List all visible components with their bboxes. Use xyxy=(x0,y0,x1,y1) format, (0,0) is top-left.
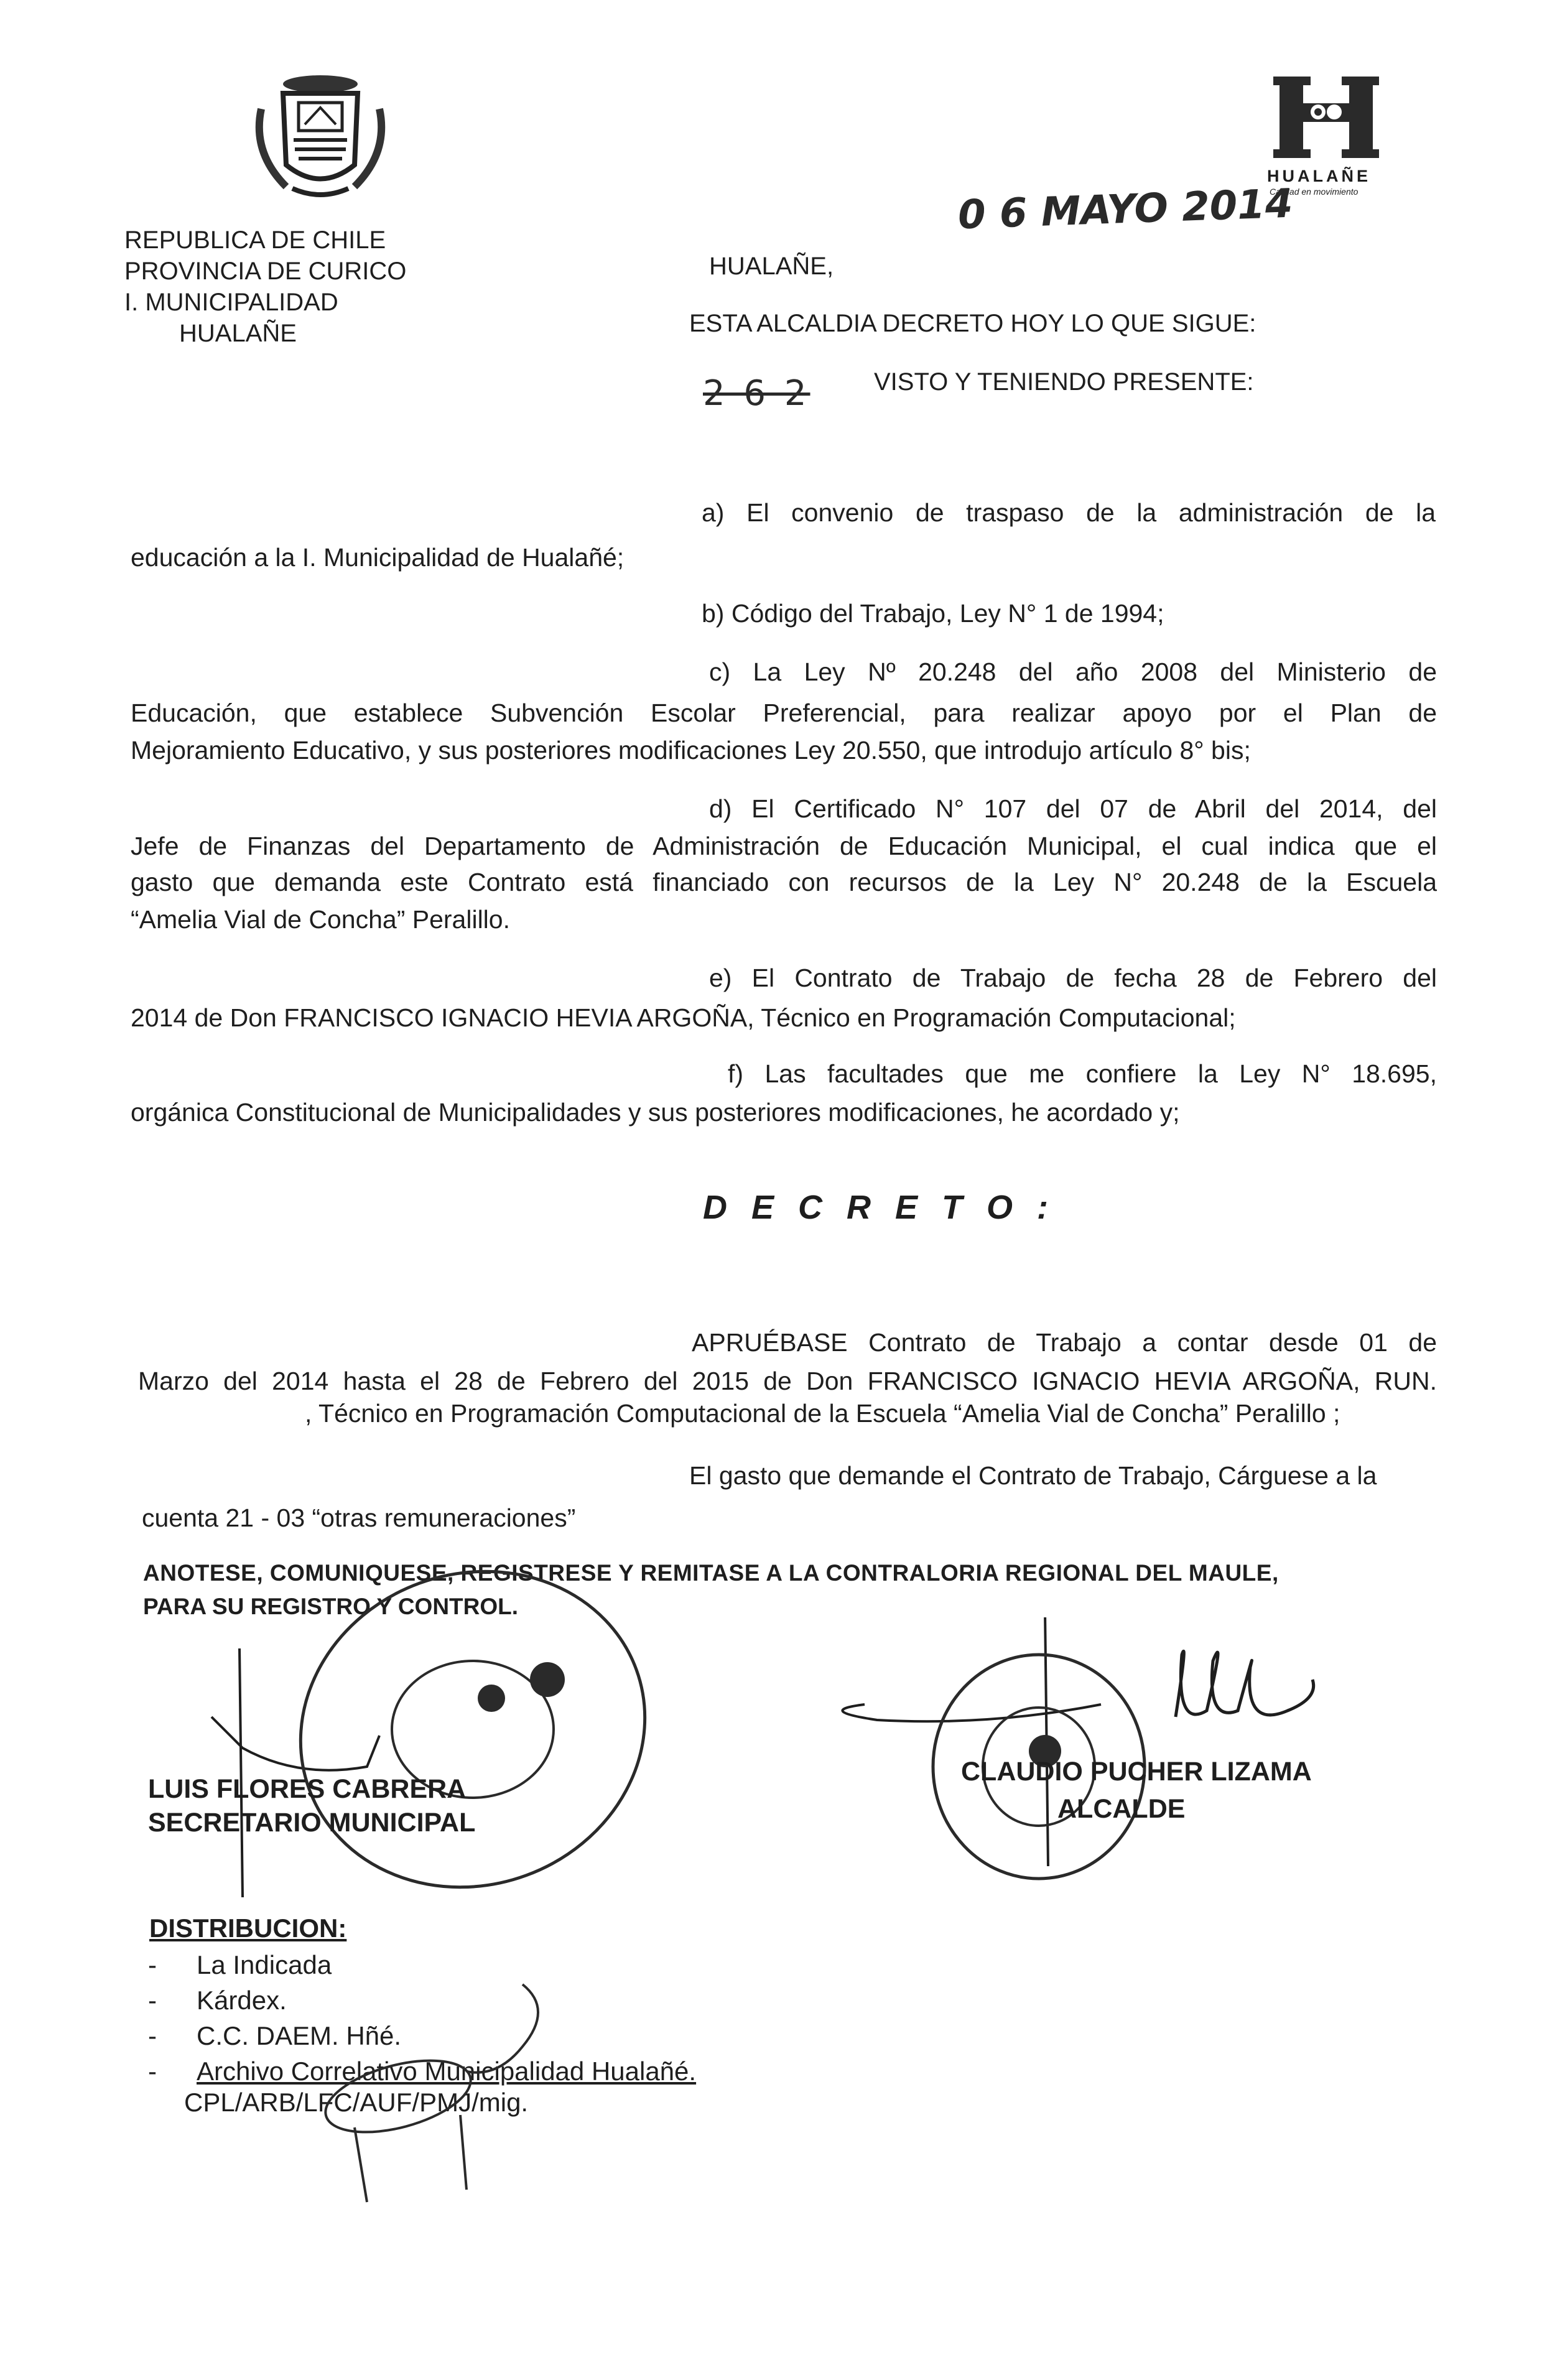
alcalde-nombre: CLAUDIO PUCHER LIZAMA xyxy=(961,1757,1312,1787)
considerando-d-line2: Jefe de Finanzas del Departamento de Administración de Educación Municipal, el cual indica que el xyxy=(131,832,1437,860)
distribucion-item-1: La Indicada xyxy=(197,1950,332,1979)
considerando-d-line4: “Amelia Vial de Concha” Peralillo. xyxy=(131,905,510,934)
logo-name: HUALAÑE xyxy=(1267,167,1371,185)
resolutivo-p2-line2: cuenta 21 - 03 “otras remuneraciones” xyxy=(142,1504,576,1532)
considerando-e-line1: e) El Contrato de Trabajo de fecha 28 de Febrero del xyxy=(709,964,1437,992)
resolutivo-p1-line3: , Técnico en Programación Computacional de la Escuela “Amelia Vial de Concha” Peralillo ; xyxy=(305,1399,1340,1428)
distribucion-title: DISTRIBUCION: xyxy=(149,1913,347,1943)
considerando-a-line1: a) El convenio de traspaso de la administración de la xyxy=(702,498,1436,527)
header-ciudad: HUALAÑE xyxy=(179,320,297,347)
list-item: - Kárdex. xyxy=(148,1986,287,2015)
logo-tagline: Calidad en movimiento xyxy=(1270,187,1359,197)
distribucion-item-2: Kárdex. xyxy=(197,1986,287,2015)
list-item: - La Indicada xyxy=(148,1950,332,1979)
visto-heading: VISTO Y TENIENDO PRESENTE: xyxy=(874,368,1254,396)
intro-text: ESTA ALCALDIA DECRETO HOY LO QUE SIGUE: xyxy=(689,310,1256,337)
resolutivo-p1-line2: Marzo del 2014 hasta el 28 de Febrero del 2015 de Don FRANCISCO IGNACIO HEVIA ARGOÑA, RUN. xyxy=(138,1367,1437,1395)
header-republica: REPUBLICA DE CHILE xyxy=(124,226,386,254)
considerando-a-line2: educación a la I. Municipalidad de Hualañé; xyxy=(131,543,625,572)
distribucion-item-4: Archivo Correlativo Municipalidad Hualañé. xyxy=(197,2057,697,2086)
considerando-d-line3: gasto que demanda este Contrato está financiado con recursos de la Ley N° 20.248 de la Escuela xyxy=(131,868,1437,896)
distribucion-initials: CPL/ARB/LFC/AUF/PMJ/mig. xyxy=(184,2088,529,2117)
anotese-line2: PARA SU REGISTRO Y CONTROL. xyxy=(143,1594,519,1619)
coat-of-arms-icon xyxy=(249,72,392,202)
header-municipalidad: I. MUNICIPALIDAD xyxy=(124,289,338,316)
list-item: - Archivo Correlativo Municipalidad Hualañé. xyxy=(148,2057,697,2086)
resolutivo-p2-line1: El gasto que demande el Contrato de Trabajo, Cárguese a la xyxy=(689,1461,1377,1490)
place-label: HUALAÑE, xyxy=(709,253,834,280)
decreto-title: D E C R E T O : xyxy=(703,1189,1056,1226)
considerando-f-line1: f) Las facultades que me confiere la Ley N° 18.695, xyxy=(728,1059,1437,1088)
considerando-b: b) Código del Trabajo, Ley N° 1 de 1994; xyxy=(702,599,1164,628)
decree-number-stamp: 2 6 2 xyxy=(703,373,810,414)
considerando-c-line2: Educación, que establece Subvención Escolar Preferencial, para realizar apoyo por el Plan de xyxy=(131,699,1437,727)
list-item: - C.C. DAEM. Hñé. xyxy=(148,2021,402,2050)
date-stamp: 0 6 MAYO 2014 xyxy=(957,180,1294,239)
considerando-c-line1: c) La Ley Nº 20.248 del año 2008 del Ministerio de xyxy=(709,658,1437,686)
distribucion-item-3: C.C. DAEM. Hñé. xyxy=(197,2021,402,2050)
header-provincia: PROVINCIA DE CURICO xyxy=(124,258,407,285)
resolutivo-p1-line1: APRUÉBASE Contrato de Trabajo a contar desde 01 de xyxy=(692,1328,1437,1357)
secretario-nombre: LUIS FLORES CABRERA xyxy=(148,1774,467,1804)
anotese-line1: ANOTESE, COMUNIQUESE, REGISTRESE Y REMITASE A LA CONTRALORIA REGIONAL DEL MAULE, xyxy=(143,1560,1279,1586)
considerando-f-line2: orgánica Constitucional de Municipalidades y sus posteriores modificaciones, he acordado y; xyxy=(131,1098,1180,1127)
alcalde-cargo: ALCALDE xyxy=(1057,1794,1186,1824)
considerando-d-line1: d) El Certificado N° 107 del 07 de Abril del 2014, del xyxy=(709,794,1437,823)
initials-scribble-icon xyxy=(261,1953,585,2215)
municipal-seal-left-icon xyxy=(286,1561,659,1910)
considerando-e-line2: 2014 de Don FRANCISCO IGNACIO HEVIA ARGOÑA, Técnico en Programación Computacional; xyxy=(131,1003,1236,1032)
hualane-logo-mark-icon xyxy=(1273,73,1379,160)
considerando-c-line3: Mejoramiento Educativo, y sus posteriores modificaciones Ley 20.550, que introdujo artículo 8° bis; xyxy=(131,736,1251,765)
secretario-cargo: SECRETARIO MUNICIPAL xyxy=(148,1808,476,1838)
